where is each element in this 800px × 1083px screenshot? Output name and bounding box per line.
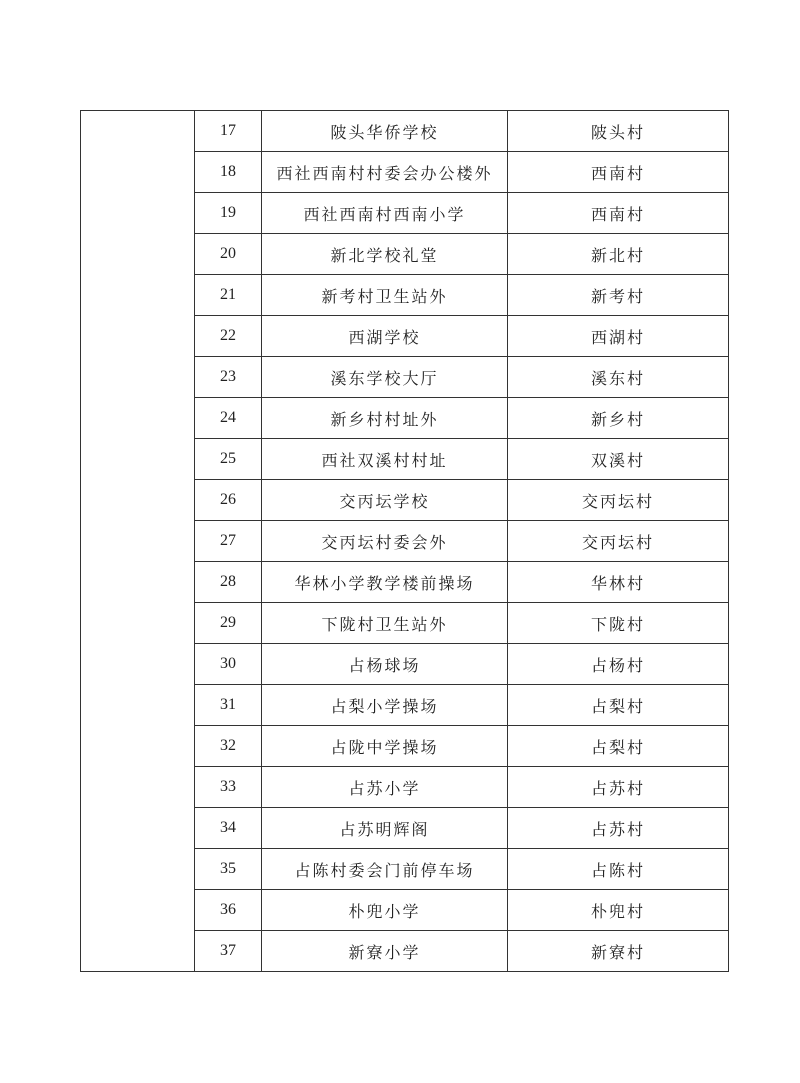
location-cell: 陂头华侨学校 [262,111,508,152]
row-number: 20 [195,234,262,275]
location-cell: 占苏明辉阁 [262,808,508,849]
village-cell: 占杨村 [508,644,729,685]
row-number: 27 [195,521,262,562]
location-cell: 新乡村村址外 [262,398,508,439]
village-cell: 陂头村 [508,111,729,152]
village-cell: 溪东村 [508,357,729,398]
table-row [81,111,729,152]
village-cell: 西南村 [508,193,729,234]
location-cell: 新寮小学 [262,931,508,972]
location-cell: 西社西南村西南小学 [262,193,508,234]
location-cell: 占杨球场 [262,644,508,685]
row-number: 23 [195,357,262,398]
village-cell: 朴兜村 [508,890,729,931]
location-cell: 溪东学校大厅 [262,357,508,398]
row-number: 36 [195,890,262,931]
village-cell: 西湖村 [508,316,729,357]
village-cell: 占苏村 [508,808,729,849]
region-cell [81,111,195,972]
village-cell: 占梨村 [508,685,729,726]
row-number: 26 [195,480,262,521]
location-cell: 新北学校礼堂 [262,234,508,275]
location-cell: 华林小学教学楼前操场 [262,562,508,603]
location-cell: 下陇村卫生站外 [262,603,508,644]
village-cell: 双溪村 [508,439,729,480]
location-cell: 朴兜小学 [262,890,508,931]
location-cell: 占陇中学操场 [262,726,508,767]
row-number: 24 [195,398,262,439]
village-cell: 交丙坛村 [508,521,729,562]
village-cell: 华林村 [508,562,729,603]
location-cell: 交丙坛村委会外 [262,521,508,562]
location-cell: 西湖学校 [262,316,508,357]
village-cell: 西南村 [508,152,729,193]
row-number: 37 [195,931,262,972]
village-cell: 交丙坛村 [508,480,729,521]
row-number: 32 [195,726,262,767]
row-number: 33 [195,767,262,808]
village-cell: 新考村 [508,275,729,316]
location-cell: 新考村卫生站外 [262,275,508,316]
village-cell: 占陈村 [508,849,729,890]
row-number: 22 [195,316,262,357]
site-table [80,110,729,972]
row-number: 31 [195,685,262,726]
village-cell: 占苏村 [508,767,729,808]
row-number: 19 [195,193,262,234]
location-cell: 交丙坛学校 [262,480,508,521]
row-number: 17 [195,111,262,152]
village-cell: 占梨村 [508,726,729,767]
location-cell: 占苏小学 [262,767,508,808]
village-cell: 下陇村 [508,603,729,644]
row-number: 28 [195,562,262,603]
row-number: 35 [195,849,262,890]
village-cell: 新寮村 [508,931,729,972]
row-number: 21 [195,275,262,316]
location-cell: 占陈村委会门前停车场 [262,849,508,890]
location-cell: 西社双溪村村址 [262,439,508,480]
village-cell: 新北村 [508,234,729,275]
row-number: 34 [195,808,262,849]
row-number: 18 [195,152,262,193]
location-cell: 占梨小学操场 [262,685,508,726]
row-number: 30 [195,644,262,685]
site-table-body [81,111,729,972]
row-number: 25 [195,439,262,480]
row-number: 29 [195,603,262,644]
location-cell: 西社西南村村委会办公楼外 [262,152,508,193]
village-cell: 新乡村 [508,398,729,439]
